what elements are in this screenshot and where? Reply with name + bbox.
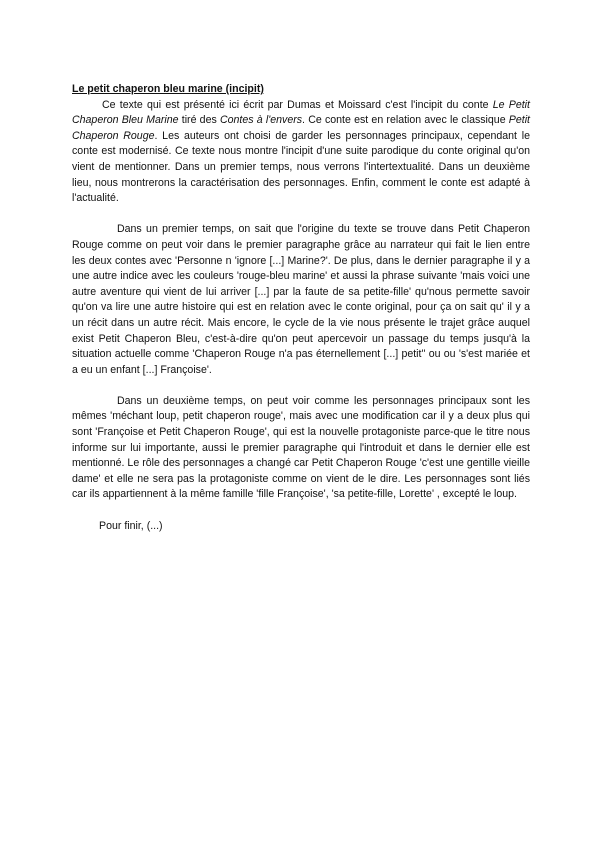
intro-text-1: Ce texte qui est présenté ici écrit par Dumas et Moissard c'est l'incipit du conte [102, 98, 493, 111]
intro-text-2: tiré des [178, 114, 220, 127]
intro-text-4: . Les auteurs ont choisi de garder les personnages principaux, cependant le conte est modernisé. Ce texte nous montre l'incipit d'une suite parodique du conte original qu'on vient de mentionner. Dans un premier temps, nous verrons l'intertextualité. Dans un deuxième lieu, nous montrerons la caractérisation des personnages. Enfin, comment le conte est adapté à l'actualité. [72, 129, 530, 205]
conclusion-paragraph: Pour finir, (...) [99, 519, 163, 532]
document-title: Le petit chaperon bleu marine (incipit) [72, 83, 264, 95]
intro-classic-title: Petit Chaperon Rouge [72, 114, 530, 142]
body-paragraph-characters: Dans un deuxième temps, on peut voir comme les personnages principaux sont les mêmes 'méchant loup, petit chaperon rouge', mais avec une modification car il y a deux plus qui sont 'Françoise et Petit Chaperon Rouge', qui est la nouvelle protagoniste parce-que le titre nous informe sur lui importante, aussi le premier paragraphe qui l'introduit et dans le dernier elle est mentionné. Le rôle des personnages a changé car Petit Chaperon Rouge 'c'est une gentille vieille dame' et elle ne sera pas la protagoniste comme on vient de le dire. Les personnages sont liés car ils appartiennent à la même famille 'fille Françoise', 'sa petite-fille, Lorette' , excepté le loup. [72, 394, 530, 501]
intro-text-3: . Ce conte est en relation avec le classique [302, 114, 509, 127]
paragraph-spacer [72, 503, 530, 519]
intro-collection-title: Contes à l'envers [219, 114, 303, 127]
paragraph-spacer [72, 207, 530, 223]
intro-paragraph [72, 98, 530, 207]
document-page [72, 82, 530, 534]
body-paragraph-intertextuality: Dans un premier temps, on sait que l'origine du texte se trouve dans Petit Chaperon Rouge comme on peut voir dans le premier paragraphe grâce au narrateur qui fait le lien entre les deux contes avec 'Personne n 'ignore [...] Marine?'. De plus, dans le dernier paragraphe il y a une autre indice avec les couleurs 'rouge-bleu marine' et aussi la phrase suivante 'mais voici une autre aventure qui vient de lui arriver [...] par la faute de sa petite-fille' qu'nous permette savoir qu'on va lire une autre histoire qui est en relation avec le conte original, pour ça on sait qu' il y a un récit dans un autre récit. Mais encore, le cycle de la vie nous présente le trajet grâce auquel exist Petit Chaperon Bleu, c'est-à-dire qu'on peut apercevoir un passage du temps jusqu'à la situation actuelle comme 'Chaperon Rouge n'a pas éternellement [...] petit'' ou ou 's'est mariée et a eu un enfant [...] Françoise'. [72, 223, 530, 376]
paragraph-spacer [72, 378, 530, 394]
intro-book-title: Le Petit Chaperon Bleu Marine [72, 98, 530, 127]
